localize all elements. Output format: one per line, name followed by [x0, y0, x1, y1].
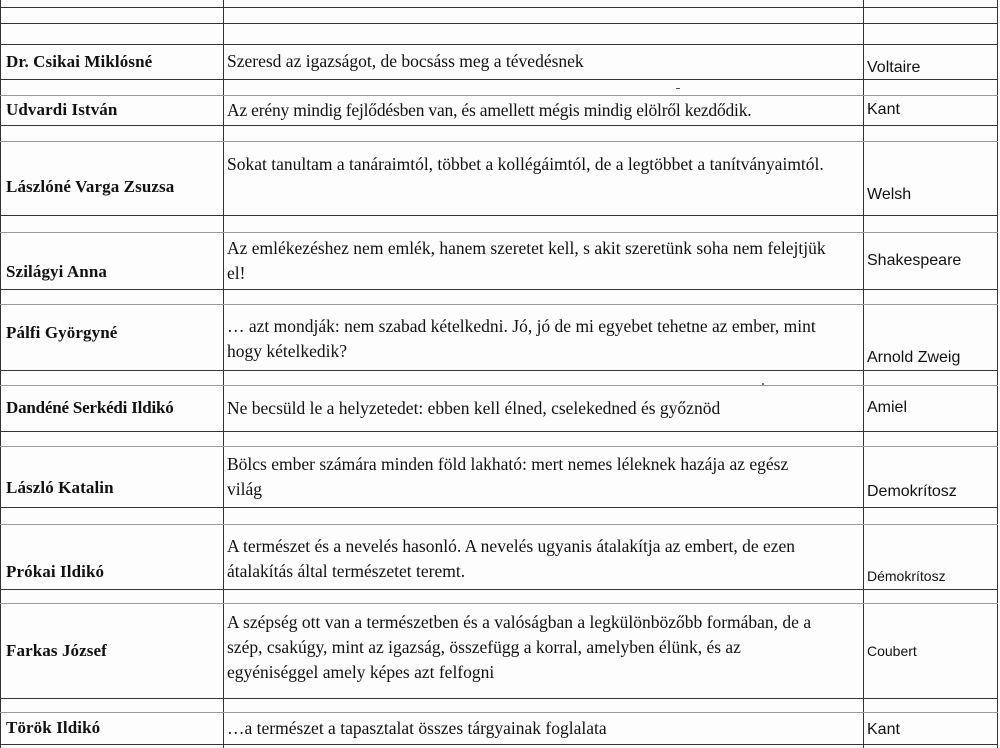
- quote-text: Az emlékezéshez nem emlék, hanem szeretet kell, s akit szeretünk soha nem felejtjük el!: [227, 237, 826, 283]
- column-divider-quote-author: [863, 0, 864, 748]
- teacher-name: Prókai Ildikó: [6, 561, 105, 581]
- row-line: [0, 125, 998, 126]
- quote-text: Az erény mindig fejlődésben van, és amellett mégis mindig elölről kezdődik.: [227, 99, 752, 120]
- quote-text: A természet és a nevelés hasonló. A nevelés ugyanis átalakítja az embert, de ezen átalakítás által természetet teremt.: [227, 536, 796, 581]
- scan-speck: [676, 88, 680, 89]
- row-line: [0, 507, 998, 508]
- teacher-name: László Katalin: [6, 477, 114, 497]
- quote-text: Sokat tanultam a tanáraimtól, többet a kollégáimtól, de a legtöbbet a tanítványaimtól.: [227, 154, 824, 174]
- teacher-name: Farkas József: [6, 640, 107, 660]
- quote-text: Szeresd az igazságot, de bocsáss meg a tévedésnek: [227, 51, 584, 71]
- teacher-name: Lászlóné Varga Zsuzsa: [6, 177, 175, 196]
- row-line: [0, 215, 998, 216]
- teacher-name: Dr. Csikai Miklósné: [6, 51, 153, 71]
- teacher-name: Udvardi István: [6, 100, 118, 119]
- row-line: [0, 79, 998, 80]
- quote-author: Kant: [867, 721, 900, 738]
- quote-author: Amiel: [867, 399, 908, 416]
- table-border-bottom: [0, 744, 998, 745]
- scan-speck: [762, 383, 764, 385]
- quote-author: Voltaire: [867, 58, 921, 76]
- quote-author: Shakespeare: [867, 251, 962, 269]
- row-line: [0, 289, 998, 290]
- quote-text: Ne becsüld le a helyzetedet: ebben kell élned, cselekedned és győznöd: [227, 397, 721, 418]
- row-line: [0, 698, 998, 699]
- quote-text: A szépség ott van a természetben és a valóságban a legkülönbözőbb formában, de a szép, csakúgy, mint az igazság, összefügg a korral, amelyben élünk, és az egyéniséggel amely képes azt felfogni: [227, 612, 812, 682]
- teacher-name: Pálfi Györgyné: [6, 323, 118, 342]
- teacher-name: Szilágyi Anna: [6, 261, 107, 281]
- row-line: [0, 370, 998, 371]
- quote-author: Démokrítosz: [867, 568, 946, 584]
- quote-author: Arnold Zweig: [867, 349, 961, 366]
- table-border-left: [0, 0, 1, 748]
- teacher-name: Török Ildikó: [6, 718, 101, 737]
- row-line: [0, 431, 998, 432]
- row-line: [0, 589, 998, 590]
- quote-text: …a természet a tapasztalat összes tárgyainak foglalata: [227, 717, 607, 738]
- row-line: [0, 23, 998, 24]
- teacher-name: Dandéné Serkédi Ildikó: [6, 398, 174, 417]
- row-line: [0, 7, 998, 8]
- quote-author: Coubert: [867, 642, 917, 659]
- quote-author: Kant: [867, 101, 900, 118]
- quote-text: … azt mondják: nem szabad kételkedni. Jó, jó de mi egyebet tehetne az ember, mint hogy kételkedik?: [227, 316, 816, 361]
- quote-author: Demokrítosz: [867, 483, 957, 500]
- quote-text: Bölcs ember számára minden föld lakható: mert nemes léleknek hazája az egész világ: [227, 454, 789, 499]
- quote-author: Welsh: [867, 186, 912, 203]
